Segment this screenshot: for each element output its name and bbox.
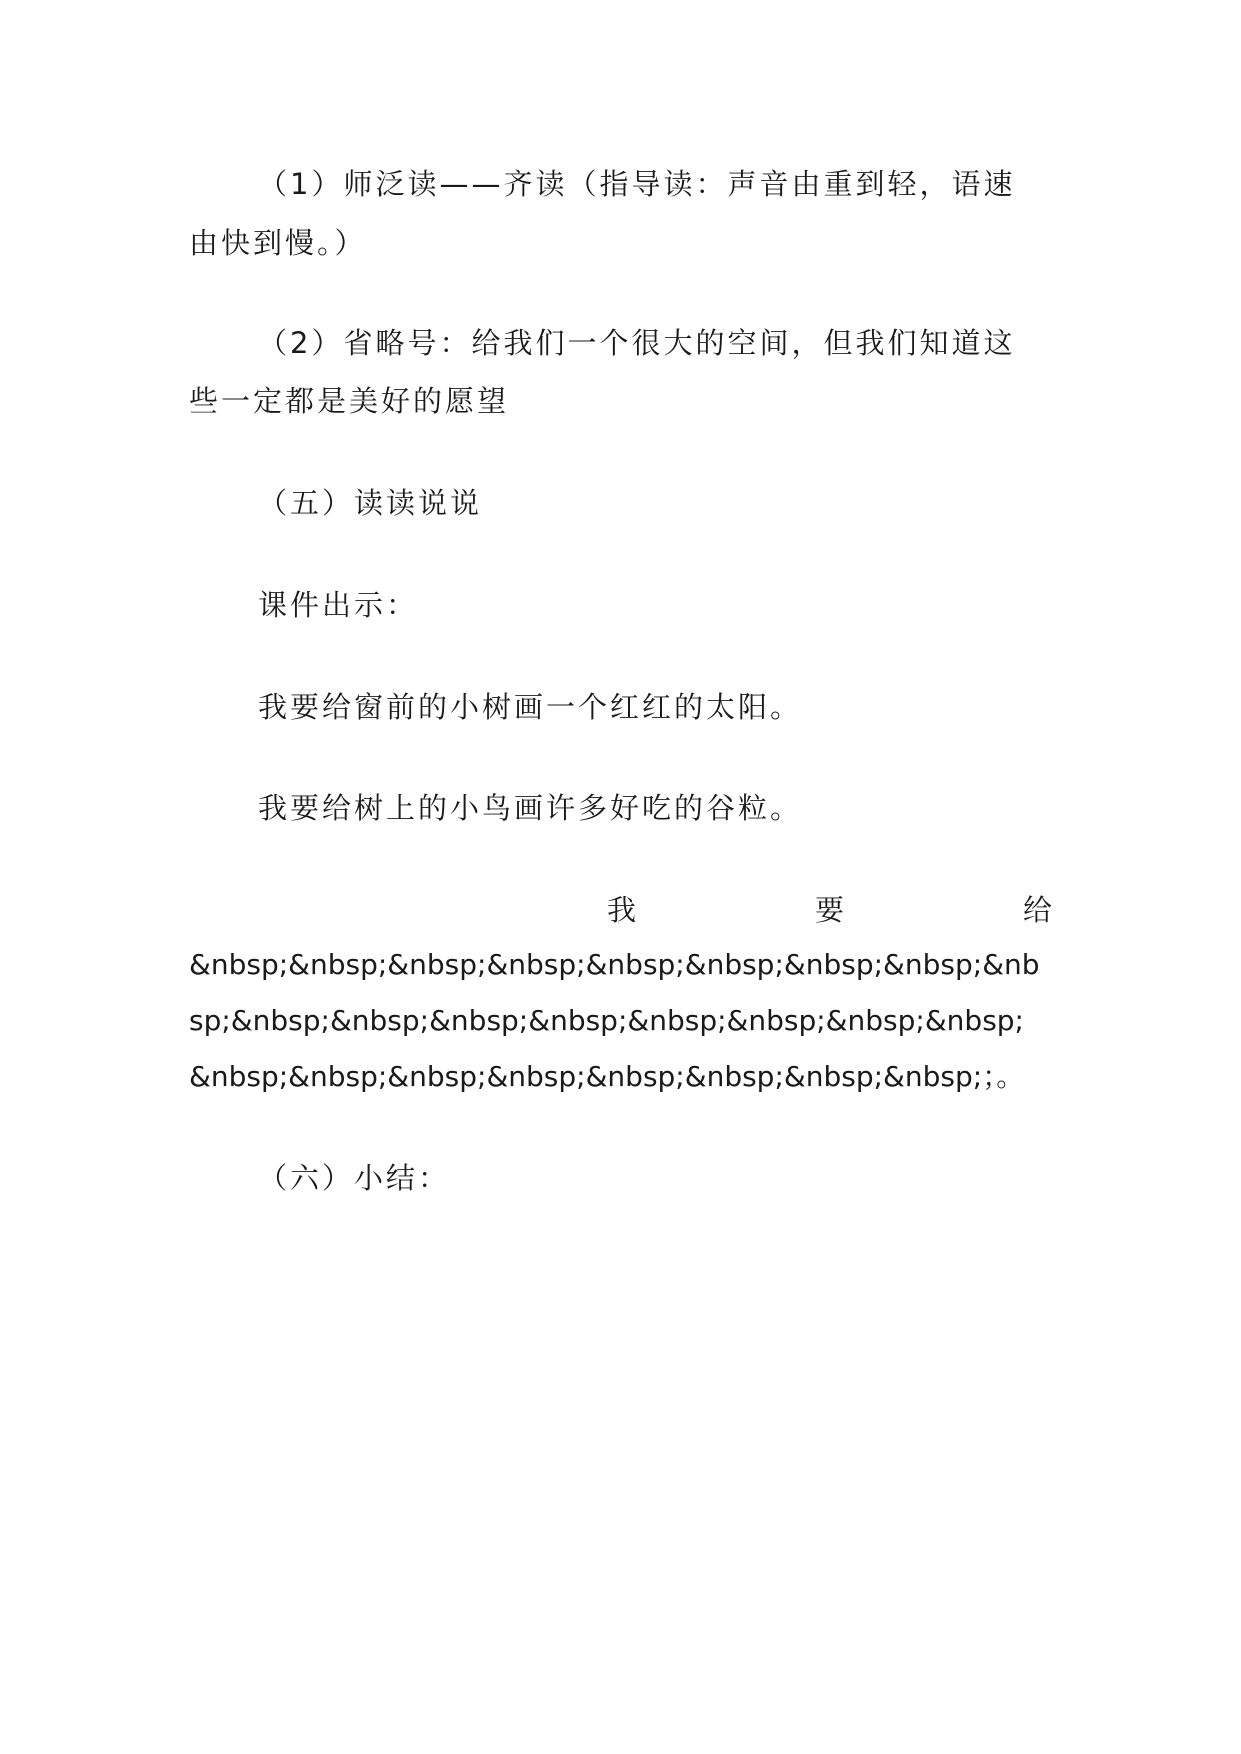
- nbsp-line-2: sp;&nbsp;&nbsp;&nbsp;&nbsp;&nbsp;&nbsp;&nbsp;&nbsp;: [189, 1004, 1024, 1037]
- paragraph-2-line-2: 些一定都是美好的愿望: [189, 384, 510, 418]
- word-gei: 给: [1022, 893, 1052, 927]
- courseware-label: 课件出示：: [258, 588, 419, 622]
- word-yao: 要: [814, 893, 844, 927]
- example-sentence-2: 我要给树上的小鸟画许多好吃的谷粒。: [258, 791, 803, 825]
- section-heading-five: （五）读读说说: [258, 486, 483, 520]
- paragraph-1-line-2: 由快到慢。）: [189, 226, 367, 260]
- nbsp-line-1: &nbsp;&nbsp;&nbsp;&nbsp;&nbsp;&nbsp;&nbsp;&nbsp;&nb: [189, 948, 1040, 981]
- example-sentence-1: 我要给窗前的小树画一个红红的太阳。: [258, 690, 803, 724]
- paragraph-1-line-1: （1）师泛读——齐读（指导读：声音由重到轻，语速: [258, 167, 1016, 201]
- word-wo: 我: [607, 893, 637, 927]
- section-heading-six: （六）小结：: [258, 1161, 451, 1195]
- paragraph-2-line-1: （2）省略号：给我们一个很大的空间，但我们知道这: [258, 326, 1016, 360]
- nbsp-line-3: &nbsp;&nbsp;&nbsp;&nbsp;&nbsp;&nbsp;&nbsp;&nbsp;；。: [189, 1060, 1025, 1093]
- fill-in-sentence-words: [607, 881, 1052, 940]
